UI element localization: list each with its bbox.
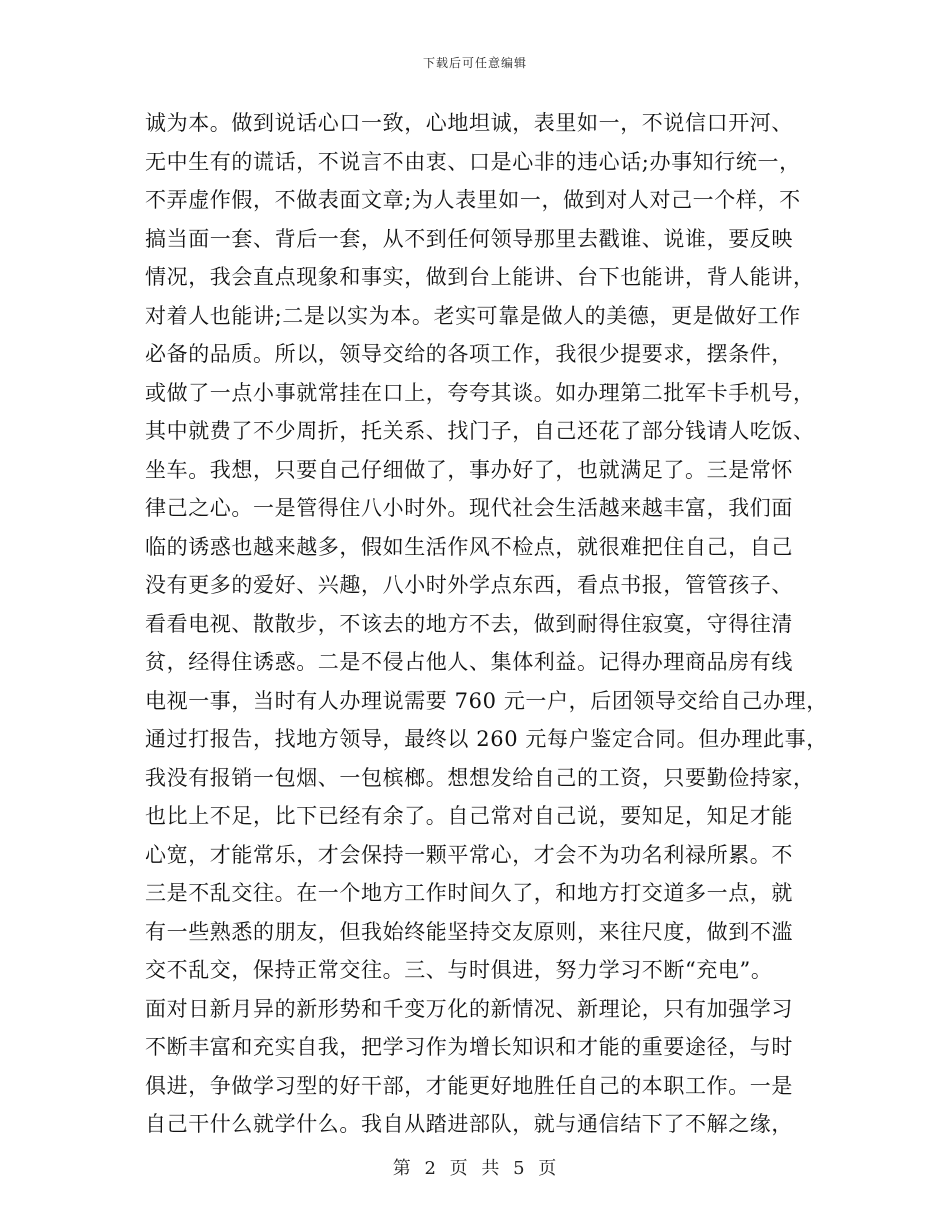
- text-line: 律己之心。一是管得住八小时外。现代社会生活越来越丰富，我们面: [145, 496, 793, 520]
- text-line: 我没有报销一包烟、一包槟榔。想想发给自己的工资，只要勤俭持家，: [145, 765, 815, 790]
- text-line: 不断丰富和充实自我，把学习作为增长知识和才能的重要途径，与时: [145, 1035, 793, 1059]
- text-line: 临的诱惑也越来越多，假如生活作风不检点，就很难把住自己，自己: [145, 534, 793, 559]
- text-line: 通过打报告，找地方领导，最终以 260 元每户鉴定合同。但办理此事，: [145, 727, 828, 751]
- text-line: 三是不乱交往。在一个地方工作时间久了，和地方打交道多一点，就: [145, 881, 793, 905]
- text-line: 情况，我会直点现象和事实，做到台上能讲、台下也能讲，背人能讲，: [145, 265, 815, 289]
- text-line: 必备的品质。所以，领导交给的各项工作，我很少提要求，摆条件，: [145, 342, 793, 366]
- text-line: 有一些熟悉的朋友，但我始终能坚持交友原则，来往尺度，做到不滥: [145, 919, 793, 944]
- text-line: 面对日新月异的新形势和千变万化的新情况、新理论，只有加强学习: [145, 996, 793, 1021]
- body-text: [145, 104, 828, 1144]
- text-line: 对着人也能讲;二是以实为本。老实可靠是做人的美德，更是做好工作: [145, 303, 801, 328]
- text-line: 诚为本。做到说话心口一致，心地坦诚，表里如一，不说信口开河、: [145, 111, 793, 135]
- text-line: 看看电视、散散步，不该去的地方不去，做到耐得住寂寞，守得往清: [145, 611, 793, 636]
- text-line: 自己干什么就学什么。我自从踏进部队，就与通信结下了不解之缘，: [145, 1112, 793, 1136]
- text-line: 无中生有的谎话，不说言不由衷、口是心非的违心话;办事知行统一，: [145, 149, 801, 174]
- text-line: 其中就费了不少周折，托关系、找门子，自己还花了部分钱请人吃饭、: [145, 419, 815, 443]
- text-line: 搞当面一套、背后一套，从不到任何领导那里去戳谁、说谁，要反映: [145, 226, 793, 251]
- text-line: 电视一事，当时有人办理说需要 760 元一户，后团领导交给自己办理，: [145, 688, 828, 713]
- text-line: 不弄虚作假，不做表面文章;为人表里如一，做到对人对己一个样，不: [145, 188, 801, 212]
- text-line: 交不乱交，保持正常交往。三、与时俱进，努力学习不断“充电”。: [145, 958, 773, 982]
- text-line: 贫，经得住诱惑。二是不侵占他人、集体利益。记得办理商品房有线: [145, 650, 793, 674]
- text-line: 俱进，争做学习型的好干部，才能更好地胜任自己的本职工作。一是: [145, 1073, 793, 1098]
- text-line: 没有更多的爱好、兴趣，八小时外学点东西，看点书报，管管孩子、: [145, 573, 793, 597]
- page-header: 下载后可任意编辑: [422, 56, 527, 70]
- text-line: 心宽，才能常乐，才会保持一颗平常心，才会不为功名利禄所累。不: [145, 842, 793, 867]
- text-line: 也比上不足，比下已经有余了。自己常对自己说，要知足，知足才能: [145, 804, 793, 828]
- text-line: 或做了一点小事就常挂在口上，夸夸其谈。如办理第二批军卡手机号，: [145, 380, 815, 405]
- page-number-footer: 第 2 页 共 5 页: [392, 1158, 558, 1179]
- text-line: 坐车。我想，只要自己仔细做了，事办好了，也就满足了。三是常怀: [145, 457, 793, 482]
